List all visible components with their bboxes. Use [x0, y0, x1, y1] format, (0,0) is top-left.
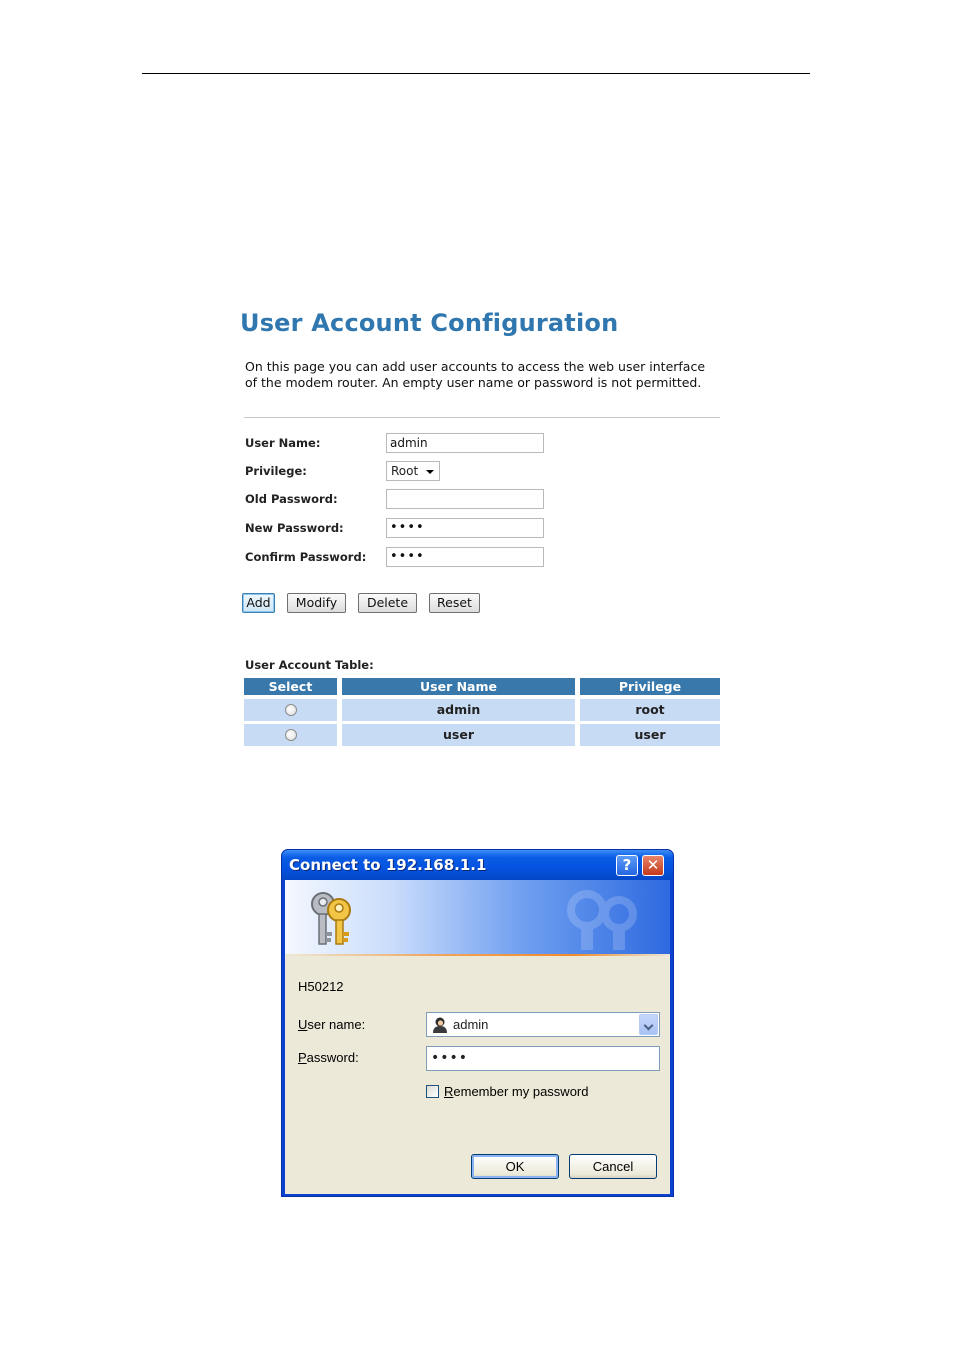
- privilege-label: Privilege:: [245, 464, 307, 478]
- row-select-radio[interactable]: [285, 704, 297, 716]
- remember-password-checkbox[interactable]: [426, 1085, 439, 1098]
- password-label-text: assword:: [306, 1050, 359, 1065]
- delete-button[interactable]: Delete: [358, 593, 417, 613]
- username-label-text: ser name:: [307, 1017, 366, 1032]
- table-row-privilege: root: [580, 699, 720, 721]
- password-label-accesskey: P: [298, 1050, 307, 1065]
- user-account-table-label: User Account Table:: [245, 658, 374, 672]
- password-input[interactable]: ••••: [426, 1046, 660, 1071]
- help-icon[interactable]: ?: [616, 855, 638, 876]
- user-account-config-panel: [240, 305, 722, 742]
- table-header-username: User Name: [342, 678, 575, 695]
- old-password-label: Old Password:: [245, 492, 338, 506]
- username-label-accesskey: U: [298, 1017, 308, 1032]
- old-password-input[interactable]: [386, 489, 544, 509]
- realm-label: H50212: [298, 979, 344, 994]
- page-header-rule: [142, 73, 810, 74]
- dialog-title: Connect to 192.168.1.1: [289, 856, 487, 874]
- table-header-select: Select: [244, 678, 337, 695]
- ok-button[interactable]: OK: [471, 1154, 559, 1179]
- username-combobox[interactable]: [426, 1012, 660, 1037]
- remember-label-accesskey: R: [444, 1084, 454, 1099]
- page-description: On this page you can add user accounts to access the web user interface of the modem router. An empty user name or password is not permitted.: [245, 359, 706, 390]
- dialog-titlebar[interactable]: [282, 850, 673, 880]
- confirm-password-input[interactable]: ••••: [386, 547, 544, 567]
- divider: [244, 417, 720, 418]
- user-icon: [432, 1016, 448, 1033]
- close-icon[interactable]: ✕: [642, 855, 664, 876]
- login-dialog: [281, 849, 674, 1197]
- confirm-password-label: Confirm Password:: [245, 550, 367, 564]
- dialog-body: [285, 880, 670, 1194]
- username-label: User Name:: [245, 436, 321, 450]
- modify-button[interactable]: Modify: [287, 593, 346, 613]
- row-select-radio[interactable]: [285, 729, 297, 741]
- username-combobox-value: admin: [453, 1017, 489, 1032]
- table-row-privilege: user: [580, 724, 720, 746]
- privilege-select[interactable]: [386, 461, 440, 481]
- dropdown-arrow-icon[interactable]: [639, 1014, 658, 1035]
- remember-password-label[interactable]: [444, 1084, 589, 1099]
- new-password-label: New Password:: [245, 521, 344, 535]
- chevron-down-icon: [426, 470, 434, 474]
- username-input[interactable]: admin: [386, 433, 544, 453]
- table-header-privilege: Privilege: [580, 678, 720, 695]
- table-row-select-cell: [244, 699, 337, 721]
- password-label: [298, 1050, 359, 1065]
- remember-label-text: emember my password: [453, 1084, 589, 1099]
- keys-icon: [305, 888, 365, 950]
- cancel-button[interactable]: Cancel: [569, 1154, 657, 1179]
- dialog-banner: [285, 880, 670, 954]
- page-title: User Account Configuration: [240, 309, 619, 337]
- banner-divider: [285, 954, 670, 956]
- reset-button[interactable]: Reset: [429, 593, 480, 613]
- add-button[interactable]: Add: [242, 593, 275, 613]
- table-row-select-cell: [244, 724, 337, 746]
- table-row-username: admin: [342, 699, 575, 721]
- banner-watermark-icon: [547, 888, 647, 950]
- username-label: [298, 1017, 365, 1032]
- new-password-input[interactable]: ••••: [386, 518, 544, 538]
- table-row-username: user: [342, 724, 575, 746]
- privilege-select-value: Root: [391, 464, 419, 478]
